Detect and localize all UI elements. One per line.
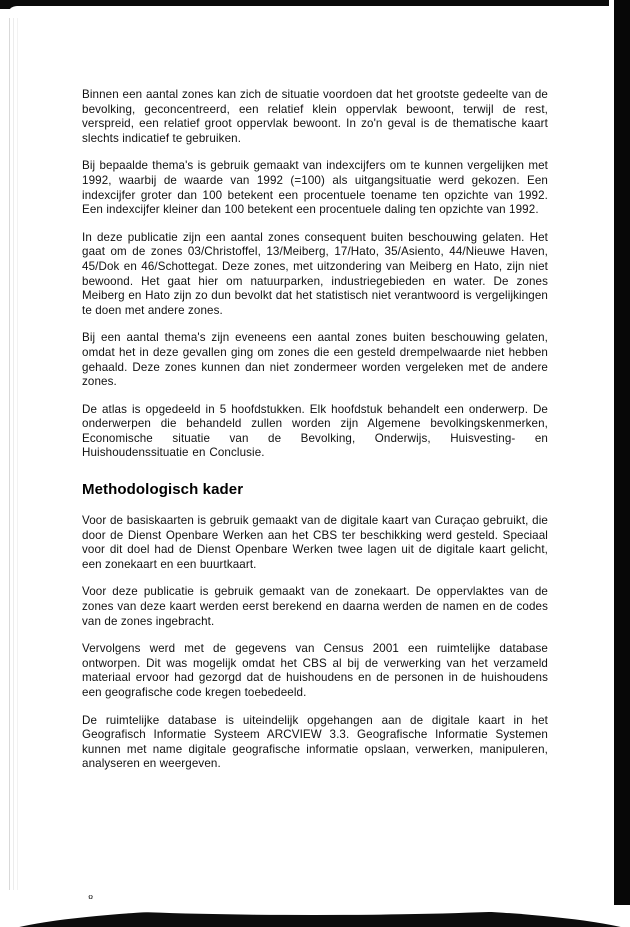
- body-paragraph: In deze publicatie zijn een aantal zones consequent buiten beschouwing gelaten. Het gaat om de zones 03/Christoffel, 13/Meiberg, 17/Hato, 35/Asiento, 44/Nieuwe Haven, 45/Dok en 46/Schottegat. Deze zones, met uitzondering van Meiberg en Hato, zijn niet bewoond. Het gaat hier om natuurparken, industriegebieden en water. De zones Meiberg en Hato zijn zo dun bevolkt dat het statistisch niet verantwoord is vergelijkingen te doen met andere zones.: [82, 230, 548, 317]
- page-text-column: [82, 88, 548, 772]
- page-edge-line: [13, 18, 14, 890]
- scanner-right-edge: [614, 0, 630, 905]
- body-paragraph: Bij bepaalde thema's is gebruik gemaakt van indexcijfers om te kunnen vergelijken met 1992, waarbij de waarde van 1992 (=100) als uitgangsituatie werd gekozen. Een indexcijfer groter dan 100 betekent een procentuele toename ten opzichte van 1992. Een indexcijfer kleiner dan 100 betekent een procentuele daling ten opzichte van 1992.: [82, 159, 548, 217]
- body-paragraph: Bij een aantal thema's zijn eveneens een aantal zones buiten beschouwing gelaten, omdat het in deze gevallen ging om zones die een gesteld drempelwaarde niet hebben gehaald. Deze zones kunnen dan niet zondermeer worden vergeleken met de andere zones.: [82, 331, 548, 389]
- body-paragraph: Voor deze publicatie is gebruik gemaakt van de zonekaart. De oppervlaktes van de zones van deze kaart werden eerst berekend en daarna werden de namen en de codes van de zones ingebracht.: [82, 585, 548, 628]
- page-right-margin: [609, 0, 614, 905]
- body-paragraph: Binnen een aantal zones kan zich de situatie voordoen dat het grootste gedeelte van de bevolking, geconcentreerd, een relatief klein oppervlak bewoont, terwijl de rest, verspreid, een relatief groot oppervlak bewoont. In zo'n geval is de thematische kaart slechts indicatief te gebruiken.: [82, 88, 548, 145]
- body-paragraph: Vervolgens werd met de gegevens van Census 2001 een ruimtelijke database ontworpen. Dit was mogelijk omdat het CBS al bij de verwerking van het verzameld materiaal ervoor had gezorgd dat de huishoudens en de personen in de huishoudens een geografische code kregen toebedeeld.: [82, 642, 548, 699]
- section-heading: Methodologisch kader: [82, 481, 244, 499]
- body-paragraph: De ruimtelijke database is uiteindelijk opgehangen aan de digitale kaart in het Geografisch Informatie Systeem ARCVIEW 3.3. Geografische Informatie Systemen kunnen met name digitale geografische informatie opslaan, verwerken, manipuleren, analyseren en weergeven.: [82, 713, 548, 771]
- page-edge-line: [17, 18, 18, 890]
- body-paragraph: Voor de basiskaarten is gebruik gemaakt van de digitale kaart van Curaçao gebruikt, die door de Dienst Openbare Werken aan het CBS ter beschikking werd gesteld. Speciaal voor dit doel had de Dienst Openbare Werken twee lagen uit de digitale kaart gelicht, een zonekaart en een buurtkaart.: [82, 514, 548, 571]
- page-edge-line: [9, 18, 10, 890]
- body-paragraph: De atlas is opgedeeld in 5 hoofdstukken. Elk hoofdstuk behandelt een onderwerp. De onderwerpen die behandeld zullen worden zijn Algemene bevolkingskenmerken, Economische situatie van de Bevolking, Onderwijs, Huisvesting- en Huishoudenssituatie en Conclusie.: [82, 402, 548, 460]
